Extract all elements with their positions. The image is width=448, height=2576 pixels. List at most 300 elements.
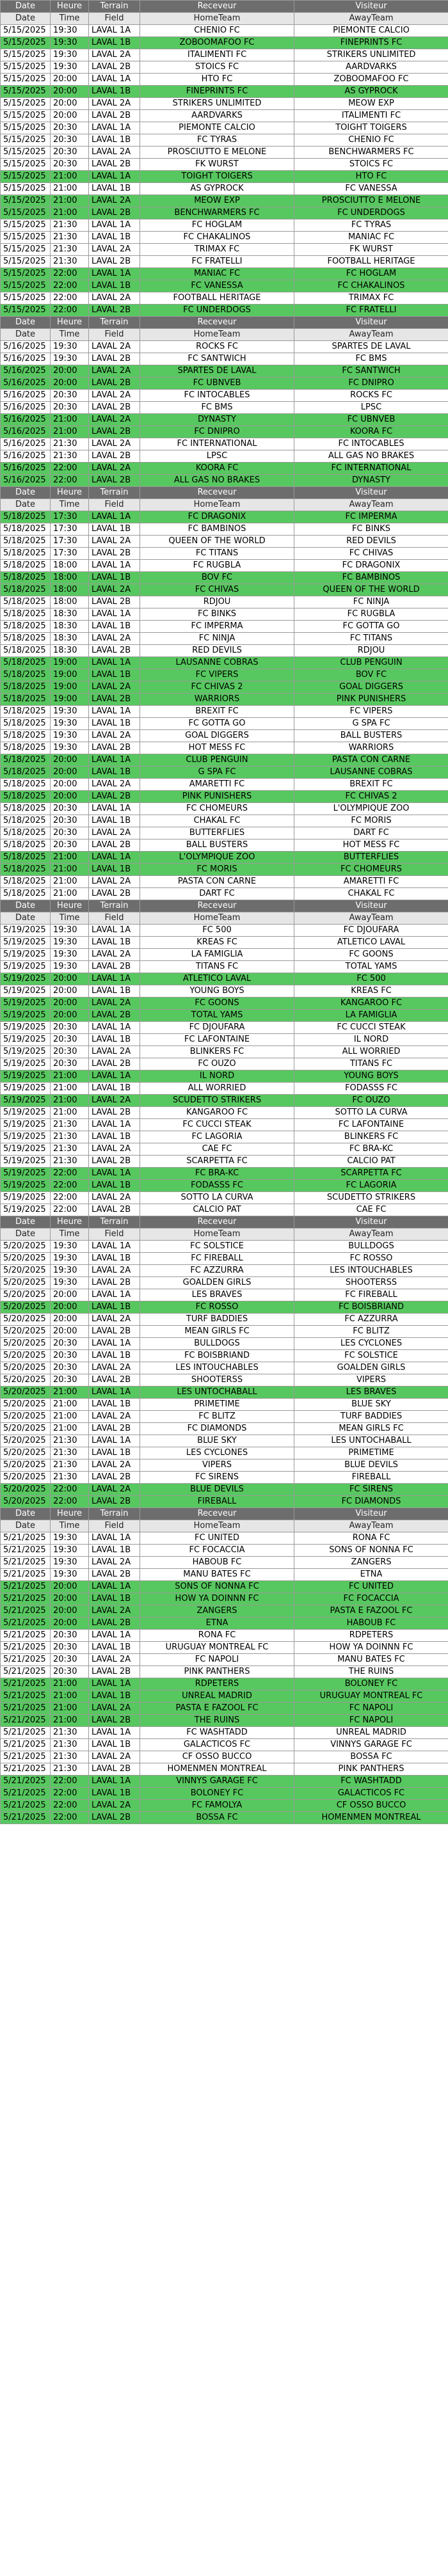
cell-away: FC DRAGONIX — [294, 560, 448, 572]
cell-field: LAVAL 2B — [89, 1472, 140, 1484]
cell-field: LAVAL 1A — [89, 171, 140, 183]
match-row — [1, 1763, 448, 1776]
cell-field: LAVAL 2A — [89, 730, 140, 742]
match-row — [1, 219, 448, 232]
match-row — [1, 839, 448, 852]
cell-away: FC FOCACCIA — [294, 1593, 448, 1605]
cell-time: 18:30 — [51, 608, 89, 621]
cell-time: 21:00 — [51, 195, 89, 207]
cell-time: 20:30 — [51, 827, 89, 839]
cell-home: BENCHWARMERS FC — [140, 207, 294, 219]
cell-field: LAVAL 1A — [89, 754, 140, 767]
cell-date: 5/20/2025 — [1, 1326, 51, 1338]
cell-date: 5/19/2025 — [1, 973, 51, 985]
cell-time: 20:00 — [51, 1581, 89, 1593]
column-header-away: Visiteur — [294, 317, 448, 329]
cell-field: LAVAL 2B — [89, 1666, 140, 1678]
cell-field: LAVAL 2A — [89, 1265, 140, 1277]
cell-time: 20:00 — [51, 1618, 89, 1630]
cell-home: PRIMETIME — [140, 1399, 294, 1411]
schedule-body — [1, 1, 448, 1824]
cell-date: 5/18/2025 — [1, 669, 51, 681]
cell-away: CHENIO FC — [294, 134, 448, 147]
match-row — [1, 256, 448, 268]
cell-home: FC MORIS — [140, 864, 294, 876]
cell-away: SPARTES DE LAVAL — [294, 341, 448, 353]
column-header-away: Visiteur — [294, 1, 448, 13]
match-row — [1, 110, 448, 122]
cell-home: BREXIT FC — [140, 706, 294, 718]
cell-away: FC UNITED — [294, 1581, 448, 1593]
cell-home: CALCIO PAT — [140, 1204, 294, 1216]
cell-field: LAVAL 2A — [89, 1046, 140, 1058]
cell-away: FC DIAMONDS — [294, 1496, 448, 1508]
cell-time: 21:00 — [51, 876, 89, 888]
match-row — [1, 1095, 448, 1107]
cell-date: 5/15/2025 — [1, 98, 51, 110]
cell-time: 20:00 — [51, 779, 89, 791]
cell-away: BREXIT FC — [294, 779, 448, 791]
match-row — [1, 1642, 448, 1654]
cell-home: FC GOTTA GO — [140, 718, 294, 730]
cell-home: FC CUCCI STEAK — [140, 1119, 294, 1131]
cell-field: LAVAL 1A — [89, 1022, 140, 1034]
cell-away: IL NORD — [294, 1034, 448, 1046]
cell-date: 5/21/2025 — [1, 1812, 51, 1824]
cell-field: LAVAL 2B — [89, 1423, 140, 1435]
cell-away: FC ROSSO — [294, 1253, 448, 1265]
cell-away: ROCKS FC — [294, 390, 448, 402]
cell-field: LAVAL 2A — [89, 1484, 140, 1496]
cell-away: FIREBALL — [294, 1472, 448, 1484]
cell-away: HOT MESS FC — [294, 839, 448, 852]
cell-away: CAE FC — [294, 1204, 448, 1216]
column-header-field: Field — [89, 1228, 140, 1241]
cell-date: 5/18/2025 — [1, 584, 51, 596]
cell-away: THE RUINS — [294, 1666, 448, 1678]
cell-home: PASTA E FAZOOL FC — [140, 1703, 294, 1715]
cell-time: 21:30 — [51, 244, 89, 256]
cell-away: FC BAMBINOS — [294, 572, 448, 584]
cell-time: 21:00 — [51, 1715, 89, 1727]
cell-date: 5/20/2025 — [1, 1289, 51, 1301]
cell-field: LAVAL 2A — [89, 1143, 140, 1156]
cell-date: 5/19/2025 — [1, 1143, 51, 1156]
cell-home: HABOUB FC — [140, 1557, 294, 1569]
cell-away: ALL GAS NO BRAKES — [294, 450, 448, 463]
cell-time: 19:30 — [51, 1557, 89, 1569]
cell-field: LAVAL 1B — [89, 232, 140, 244]
cell-home: SPARTES DE LAVAL — [140, 365, 294, 378]
match-row — [1, 1083, 448, 1095]
cell-field: LAVAL 1A — [89, 1168, 140, 1180]
cell-away: CHAKAL FC — [294, 888, 448, 900]
cell-home: WARRIORS — [140, 694, 294, 706]
match-row — [1, 1350, 448, 1362]
cell-field: LAVAL 1A — [89, 268, 140, 280]
cell-date: 5/19/2025 — [1, 1010, 51, 1022]
column-header-time: Heure — [51, 1216, 89, 1228]
match-row — [1, 742, 448, 754]
cell-time: 19:30 — [51, 1265, 89, 1277]
cell-field: LAVAL 2B — [89, 1812, 140, 1824]
cell-date: 5/18/2025 — [1, 876, 51, 888]
cell-date: 5/20/2025 — [1, 1362, 51, 1374]
cell-time: 19:30 — [51, 937, 89, 949]
cell-time: 19:00 — [51, 669, 89, 681]
cell-away: PINK PUNISHERS — [294, 694, 448, 706]
cell-away: FOOTBALL HERITAGE — [294, 256, 448, 268]
match-row — [1, 621, 448, 633]
match-row — [1, 1192, 448, 1204]
cell-home: FC LAGORIA — [140, 1131, 294, 1143]
cell-away: FC NINJA — [294, 596, 448, 608]
column-header-away: AwayTeam — [294, 329, 448, 341]
cell-time: 19:30 — [51, 718, 89, 730]
cell-time: 21:30 — [51, 219, 89, 232]
cell-time: 22:00 — [51, 280, 89, 292]
cell-home: MEOW EXP — [140, 195, 294, 207]
cell-time: 21:00 — [51, 1095, 89, 1107]
cell-away: AARDVARKS — [294, 61, 448, 74]
cell-time: 19:30 — [51, 49, 89, 61]
cell-home: RDPETERS — [140, 1678, 294, 1690]
cell-date: 5/15/2025 — [1, 183, 51, 195]
match-row — [1, 803, 448, 815]
cell-date: 5/16/2025 — [1, 438, 51, 450]
cell-away: UNREAL MADRID — [294, 1727, 448, 1739]
match-row — [1, 1253, 448, 1265]
cell-away: TOIGHT TOIGERS — [294, 122, 448, 134]
cell-home: MANU BATES FC — [140, 1569, 294, 1581]
match-row — [1, 61, 448, 74]
cell-field: LAVAL 2A — [89, 1411, 140, 1423]
cell-time: 19:30 — [51, 949, 89, 961]
cell-away: GALACTICOS FC — [294, 1788, 448, 1800]
cell-away: BULLDOGS — [294, 1241, 448, 1253]
header-row-fr — [1, 1508, 448, 1520]
cell-date: 5/15/2025 — [1, 25, 51, 37]
column-header-home: Receveur — [140, 1, 294, 13]
match-row — [1, 536, 448, 548]
cell-away: URUGUAY MONTREAL FC — [294, 1690, 448, 1703]
match-row — [1, 1605, 448, 1618]
cell-field: LAVAL 2A — [89, 1654, 140, 1666]
cell-date: 5/21/2025 — [1, 1569, 51, 1581]
cell-away: HOMENMEN MONTREAL — [294, 1812, 448, 1824]
match-row — [1, 1058, 448, 1070]
cell-home: BOSSA FC — [140, 1812, 294, 1824]
cell-date: 5/21/2025 — [1, 1788, 51, 1800]
cell-field: LAVAL 1B — [89, 1350, 140, 1362]
cell-time: 21:00 — [51, 414, 89, 426]
match-row — [1, 633, 448, 645]
cell-home: BLUE DEVILS — [140, 1484, 294, 1496]
cell-date: 5/21/2025 — [1, 1751, 51, 1763]
cell-field: LAVAL 2B — [89, 378, 140, 390]
match-row — [1, 1168, 448, 1180]
cell-date: 5/18/2025 — [1, 718, 51, 730]
cell-date: 5/19/2025 — [1, 1107, 51, 1119]
match-row — [1, 74, 448, 86]
column-header-home: Receveur — [140, 900, 294, 912]
column-header-date: Date — [1, 1216, 51, 1228]
cell-field: LAVAL 2B — [89, 1326, 140, 1338]
cell-field: LAVAL 2B — [89, 207, 140, 219]
cell-home: FC TITANS — [140, 548, 294, 560]
cell-home: LAUSANNE COBRAS — [140, 657, 294, 669]
cell-away: YOUNG BOYS — [294, 1070, 448, 1083]
cell-time: 21:30 — [51, 1472, 89, 1484]
cell-away: TOTAL YAMS — [294, 961, 448, 973]
cell-date: 5/18/2025 — [1, 706, 51, 718]
cell-away: KANGAROO FC — [294, 998, 448, 1010]
cell-away: FC DNIPRO — [294, 378, 448, 390]
column-header-away: AwayTeam — [294, 1228, 448, 1241]
cell-field: LAVAL 2B — [89, 1374, 140, 1387]
cell-away: FODASSS FC — [294, 1083, 448, 1095]
match-row — [1, 523, 448, 536]
cell-home: FC OUZO — [140, 1058, 294, 1070]
cell-home: RDJOU — [140, 596, 294, 608]
cell-away: FC GOONS — [294, 949, 448, 961]
match-row — [1, 1484, 448, 1496]
cell-away: RDJOU — [294, 645, 448, 657]
cell-away: FC CHOMEURS — [294, 864, 448, 876]
cell-home: PIEMONTE CALCIO — [140, 122, 294, 134]
cell-time: 19:30 — [51, 742, 89, 754]
cell-away: FC CHIVAS — [294, 548, 448, 560]
cell-date: 5/21/2025 — [1, 1545, 51, 1557]
match-row — [1, 1690, 448, 1703]
cell-time: 21:30 — [51, 232, 89, 244]
cell-away: PASTA CON CARNE — [294, 754, 448, 767]
cell-date: 5/15/2025 — [1, 268, 51, 280]
cell-time: 20:00 — [51, 1605, 89, 1618]
cell-home: AS GYPROCK — [140, 183, 294, 195]
cell-home: FC DRAGONIX — [140, 511, 294, 523]
column-header-time: Time — [51, 1520, 89, 1532]
cell-home: BOLONEY FC — [140, 1788, 294, 1800]
cell-away: VINNYS GARAGE FC — [294, 1739, 448, 1751]
match-row — [1, 207, 448, 219]
cell-time: 21:30 — [51, 1751, 89, 1763]
match-row — [1, 1472, 448, 1484]
cell-date: 5/19/2025 — [1, 1192, 51, 1204]
cell-home: MANIAC FC — [140, 268, 294, 280]
cell-date: 5/15/2025 — [1, 207, 51, 219]
match-row — [1, 608, 448, 621]
cell-date: 5/16/2025 — [1, 475, 51, 487]
column-header-field: Field — [89, 329, 140, 341]
cell-field: LAVAL 2A — [89, 827, 140, 839]
cell-away: FC BMS — [294, 353, 448, 365]
cell-date: 5/15/2025 — [1, 37, 51, 49]
cell-home: BALL BUSTERS — [140, 839, 294, 852]
column-header-home: Receveur — [140, 1216, 294, 1228]
cell-home: ALL GAS NO BRAKES — [140, 475, 294, 487]
cell-time: 19:30 — [51, 1569, 89, 1581]
cell-date: 5/16/2025 — [1, 390, 51, 402]
cell-home: FC UBNVEB — [140, 378, 294, 390]
cell-date: 5/18/2025 — [1, 827, 51, 839]
cell-home: FC CHIVAS — [140, 584, 294, 596]
cell-field: LAVAL 2A — [89, 876, 140, 888]
cell-date: 5/16/2025 — [1, 353, 51, 365]
cell-home: VINNYS GARAGE FC — [140, 1776, 294, 1788]
cell-field: LAVAL 2A — [89, 779, 140, 791]
cell-field: LAVAL 2A — [89, 98, 140, 110]
cell-away: SONS OF NONNA FC — [294, 1545, 448, 1557]
cell-away: DYNASTY — [294, 475, 448, 487]
cell-home: FC DJOUFARA — [140, 1022, 294, 1034]
cell-home: FC BRA-KC — [140, 1168, 294, 1180]
column-header-date: Date — [1, 1228, 51, 1241]
column-header-time: Heure — [51, 487, 89, 499]
cell-field: LAVAL 1A — [89, 657, 140, 669]
cell-date: 5/21/2025 — [1, 1642, 51, 1654]
cell-home: FC CHOMEURS — [140, 803, 294, 815]
cell-time: 17:30 — [51, 548, 89, 560]
cell-field: LAVAL 2A — [89, 1314, 140, 1326]
cell-date: 5/21/2025 — [1, 1800, 51, 1812]
match-row — [1, 280, 448, 292]
cell-date: 5/20/2025 — [1, 1265, 51, 1277]
column-header-away: AwayTeam — [294, 13, 448, 25]
cell-home: FC SIRENS — [140, 1472, 294, 1484]
match-row — [1, 1156, 448, 1168]
cell-away: FC INTOCABLES — [294, 438, 448, 450]
cell-home: KOORA FC — [140, 463, 294, 475]
cell-field: LAVAL 1B — [89, 669, 140, 681]
cell-date: 5/21/2025 — [1, 1666, 51, 1678]
cell-field: LAVAL 1A — [89, 852, 140, 864]
cell-field: LAVAL 1B — [89, 1739, 140, 1751]
match-row — [1, 463, 448, 475]
cell-date: 5/15/2025 — [1, 110, 51, 122]
cell-home: BOV FC — [140, 572, 294, 584]
header-row-en — [1, 1228, 448, 1241]
match-row — [1, 1812, 448, 1824]
cell-time: 21:00 — [51, 1690, 89, 1703]
cell-field: LAVAL 1A — [89, 1532, 140, 1545]
cell-date: 5/18/2025 — [1, 560, 51, 572]
cell-date: 5/16/2025 — [1, 450, 51, 463]
cell-away: FC LAFONTAINE — [294, 1119, 448, 1131]
cell-time: 20:30 — [51, 1374, 89, 1387]
cell-date: 5/19/2025 — [1, 1070, 51, 1083]
cell-home: BLUE SKY — [140, 1435, 294, 1447]
cell-home: PINK PANTHERS — [140, 1666, 294, 1678]
cell-time: 20:00 — [51, 378, 89, 390]
cell-field: LAVAL 1B — [89, 1180, 140, 1192]
cell-field: LAVAL 1B — [89, 1034, 140, 1046]
column-header-away: Visiteur — [294, 900, 448, 912]
cell-time: 20:30 — [51, 815, 89, 827]
cell-home: CHAKAL FC — [140, 815, 294, 827]
match-row — [1, 1241, 448, 1253]
cell-home: FC DIAMONDS — [140, 1423, 294, 1435]
column-header-date: Date — [1, 13, 51, 25]
column-header-date: Date — [1, 1508, 51, 1520]
cell-home: FC BMS — [140, 402, 294, 414]
cell-date: 5/18/2025 — [1, 803, 51, 815]
cell-home: HOW YA DOINNN FC — [140, 1593, 294, 1605]
match-row — [1, 1277, 448, 1289]
cell-field: LAVAL 1B — [89, 937, 140, 949]
cell-away: FC INTERNATIONAL — [294, 463, 448, 475]
cell-away: FC CHAKALINOS — [294, 280, 448, 292]
cell-field: LAVAL 1B — [89, 1788, 140, 1800]
match-row — [1, 718, 448, 730]
match-row — [1, 827, 448, 839]
cell-date: 5/15/2025 — [1, 49, 51, 61]
cell-field: LAVAL 2A — [89, 633, 140, 645]
cell-away: RDPETERS — [294, 1630, 448, 1642]
cell-home: ROCKS FC — [140, 341, 294, 353]
cell-away: FC RUGBLA — [294, 608, 448, 621]
cell-home: FC ROSSO — [140, 1301, 294, 1314]
cell-time: 22:00 — [51, 1192, 89, 1204]
match-row — [1, 37, 448, 49]
cell-home: G SPA FC — [140, 767, 294, 779]
match-row — [1, 1545, 448, 1557]
cell-field: LAVAL 2B — [89, 1107, 140, 1119]
cell-away: CALCIO PAT — [294, 1156, 448, 1168]
cell-time: 20:30 — [51, 1022, 89, 1034]
cell-time: 21:00 — [51, 171, 89, 183]
match-row — [1, 1301, 448, 1314]
cell-field: LAVAL 1A — [89, 511, 140, 523]
cell-home: LES BRAVES — [140, 1289, 294, 1301]
cell-field: LAVAL 2B — [89, 61, 140, 74]
column-header-time: Heure — [51, 900, 89, 912]
cell-field: LAVAL 2B — [89, 1277, 140, 1289]
cell-field: LAVAL 1A — [89, 1119, 140, 1131]
match-row — [1, 596, 448, 608]
cell-time: 18:00 — [51, 584, 89, 596]
match-row — [1, 365, 448, 378]
match-row — [1, 961, 448, 973]
match-row — [1, 1314, 448, 1326]
cell-date: 5/20/2025 — [1, 1435, 51, 1447]
cell-time: 20:30 — [51, 147, 89, 159]
cell-field: LAVAL 1A — [89, 608, 140, 621]
cell-away: FC OUZO — [294, 1095, 448, 1107]
cell-away: FC BRA-KC — [294, 1143, 448, 1156]
cell-away: RED DEVILS — [294, 536, 448, 548]
cell-field: LAVAL 2B — [89, 426, 140, 438]
cell-away: CLUB PENGUIN — [294, 657, 448, 669]
cell-date: 5/20/2025 — [1, 1314, 51, 1326]
cell-away: FC GOTTA GO — [294, 621, 448, 633]
cell-home: BULLDOGS — [140, 1338, 294, 1350]
cell-home: FC TYRAS — [140, 134, 294, 147]
cell-date: 5/18/2025 — [1, 852, 51, 864]
cell-away: FC VIPERS — [294, 706, 448, 718]
match-row — [1, 1557, 448, 1569]
cell-home: FC FOCACCIA — [140, 1545, 294, 1557]
cell-date: 5/16/2025 — [1, 402, 51, 414]
cell-away: FC WASHTADD — [294, 1776, 448, 1788]
cell-away: BLUE SKY — [294, 1399, 448, 1411]
cell-away: LPSC — [294, 402, 448, 414]
cell-home: VIPERS — [140, 1459, 294, 1472]
cell-field: LAVAL 2B — [89, 596, 140, 608]
cell-time: 21:30 — [51, 450, 89, 463]
match-row — [1, 195, 448, 207]
cell-date: 5/20/2025 — [1, 1301, 51, 1314]
